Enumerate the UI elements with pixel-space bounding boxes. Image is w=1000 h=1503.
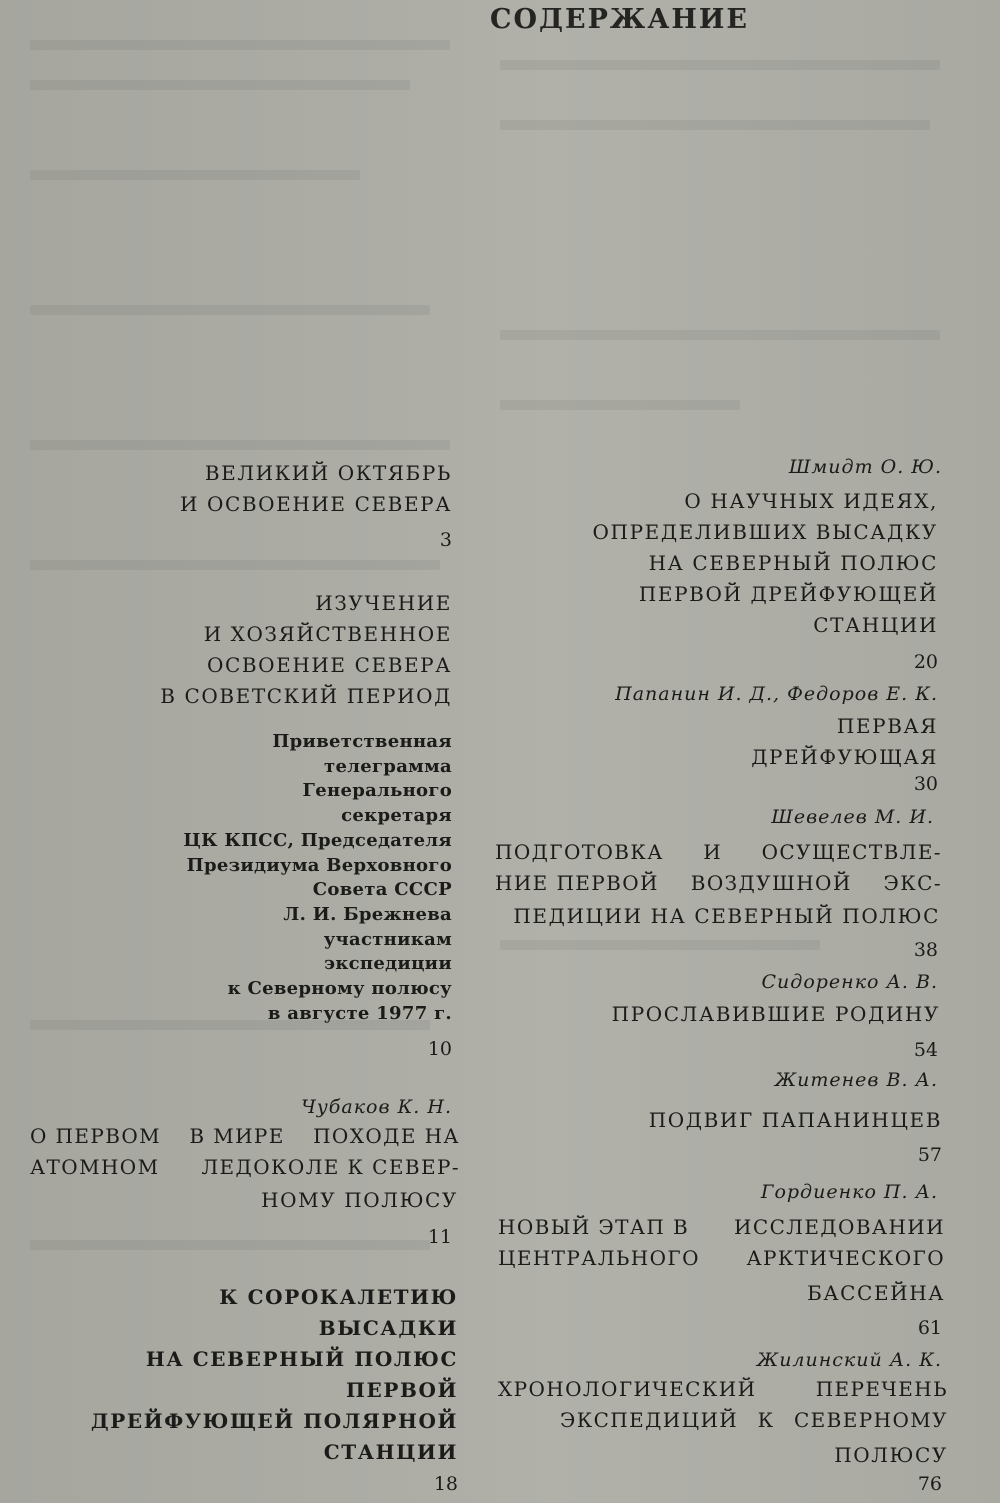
title-line: ДРЕЙФУЮЩЕЙ ПОЛЯРНОЙ (90, 1409, 458, 1433)
toc-entry-title (593, 486, 938, 641)
title-line: ПЕРВОЙ ДРЕЙФУЮЩЕЙ (638, 582, 938, 606)
title-line: ПЕРВАЯ (836, 714, 938, 738)
word: В МИРЕ (189, 1124, 285, 1148)
author-name: Жилинский А. К. (756, 1349, 942, 1371)
author-name: Шмидт О. Ю. (788, 456, 942, 478)
bleed-through (30, 40, 450, 50)
page-number: 10 (427, 1038, 452, 1060)
page-number: 76 (917, 1473, 942, 1495)
title-line: БАССЕЙНА (807, 1281, 945, 1305)
title-line: ОПРЕДЕЛИВШИХ ВЫСАДКУ (592, 520, 938, 544)
title-line: Совета СССР (312, 879, 452, 901)
toc-entry-title (751, 711, 938, 773)
title-line: в августе 1977 г. (267, 1002, 452, 1024)
title-line: И ОСВОЕНИЕ СЕВЕРА (179, 492, 452, 516)
author-name: Гордиенко П. А. (760, 1181, 938, 1203)
title-line: ВЕЛИКИЙ ОКТЯБРЬ (204, 461, 452, 485)
page-number: 11 (427, 1226, 452, 1248)
title-line: К СОРОКАЛЕТИЮ (219, 1285, 458, 1309)
toc-entry-title: ПОДВИГ ПАПАНИНЦЕВ (648, 1108, 942, 1132)
title-line (495, 871, 942, 902)
title-line: к Северному полюсу (227, 978, 452, 1000)
title-line: НА СЕВЕРНЫЙ ПОЛЮС (648, 551, 938, 575)
title-line: ЦК КПСС, Председателя (183, 829, 452, 851)
word: ПОХОДЕ НА (313, 1124, 460, 1148)
title-line: Приветственная (272, 731, 452, 752)
word: О ПЕРВОМ (30, 1124, 162, 1148)
word: ЦЕНТРАЛЬНОГО (498, 1246, 700, 1270)
word: ИССЛЕДОВАНИИ (734, 1215, 945, 1239)
title-line: НОМУ ПОЛЮСУ (261, 1188, 458, 1212)
word: К (757, 1408, 775, 1432)
page-number: 18 (433, 1473, 458, 1495)
title-line: участникам (323, 928, 452, 950)
toc-entry-title: ПРОСЛАВИВШИЕ РОДИНУ (611, 1002, 940, 1026)
author-name: Чубаков К. Н. (301, 1096, 452, 1118)
page-title: СОДЕРЖАНИЕ (490, 4, 749, 35)
title-line (498, 1246, 945, 1277)
page-number: 61 (917, 1317, 942, 1339)
word: НИЕ ПЕРВОЙ (495, 871, 659, 895)
title-line: Л. И. Брежнева (283, 903, 452, 925)
title-line: ДРЕЙФУЮЩАЯ (751, 745, 938, 769)
title-line: ОСВОЕНИЕ СЕВЕРА (206, 653, 452, 677)
word: ПЕРЕЧЕНЬ (815, 1377, 948, 1401)
title-line (495, 840, 942, 871)
title-line: СТАНЦИИ (323, 1440, 458, 1464)
page-number: 3 (439, 529, 452, 551)
bleed-through (500, 120, 930, 130)
title-line: Президиума Верховного (186, 854, 452, 876)
bleed-through (30, 305, 430, 315)
title-line (560, 1408, 948, 1439)
title-line: экспедиции (324, 953, 452, 975)
title-line: СТАНЦИИ (813, 613, 938, 637)
bleed-through (500, 60, 940, 70)
author-name: Шевелев М. И. (771, 806, 934, 828)
word: АТОМНОМ (30, 1155, 160, 1179)
word: ВОЗДУШНОЙ (690, 871, 852, 895)
word: НОВЫЙ ЭТАП В (498, 1215, 690, 1239)
author-name: Житенев В. А. (774, 1069, 938, 1091)
title-line: Генерального (302, 780, 452, 802)
title-line (30, 1155, 460, 1186)
title-line (498, 1377, 948, 1408)
page-number: 20 (913, 651, 938, 673)
section-heading (160, 588, 452, 712)
word: ХРОНОЛОГИЧЕСКИЙ (498, 1377, 757, 1401)
toc-entry-title (180, 458, 452, 520)
word: АРКТИЧЕСКОГО (746, 1246, 945, 1270)
title-line: секретаря (341, 805, 452, 827)
title-line: ПЕРВОЙ (346, 1378, 458, 1402)
title-line: ПОЛЮСУ (834, 1443, 948, 1467)
word: ЛЕДОКОЛЕ К СЕВЕР- (201, 1155, 460, 1179)
title-line (30, 1124, 460, 1155)
bleed-through (30, 560, 440, 570)
bleed-through (500, 330, 940, 340)
bleed-through (30, 170, 360, 180)
title-line: ВЫСАДКИ (318, 1316, 458, 1340)
bleed-through (30, 80, 410, 90)
toc-entry-title (183, 730, 452, 1026)
word: И (703, 840, 723, 864)
bleed-through (500, 940, 820, 950)
word: ЭКСПЕДИЦИЙ (560, 1408, 739, 1432)
page-number: 38 (913, 939, 938, 961)
title-line: В СОВЕТСКИЙ ПЕРИОД (160, 684, 452, 708)
page-number: 57 (917, 1144, 942, 1166)
title-line (498, 1215, 945, 1246)
title-line: телеграмма (324, 755, 452, 777)
title-line: ИЗУЧЕНИЕ (315, 591, 452, 615)
bleed-through (30, 440, 450, 450)
title-line: НА СЕВЕРНЫЙ ПОЛЮС (145, 1347, 458, 1371)
title-line: ПЕДИЦИИ НА СЕВЕРНЫЙ ПОЛЮС (513, 904, 940, 928)
page-number: 30 (913, 773, 938, 795)
author-name: Папанин И. Д., Федоров Е. К. (615, 683, 938, 705)
word: ЭКС- (883, 871, 942, 895)
page-number: 54 (913, 1039, 938, 1061)
author-name: Сидоренко А. В. (761, 971, 938, 993)
title-line: О НАУЧНЫХ ИДЕЯХ, (684, 489, 938, 513)
word: ПОДГОТОВКА (495, 840, 664, 864)
section-heading (91, 1282, 458, 1468)
bleed-through (30, 1240, 430, 1250)
word: СЕВЕРНОМУ (793, 1408, 948, 1432)
title-line: И ХОЗЯЙСТВЕННОЕ (203, 622, 452, 646)
bleed-through (500, 400, 740, 410)
word: ОСУЩЕСТВЛЕ- (761, 840, 942, 864)
